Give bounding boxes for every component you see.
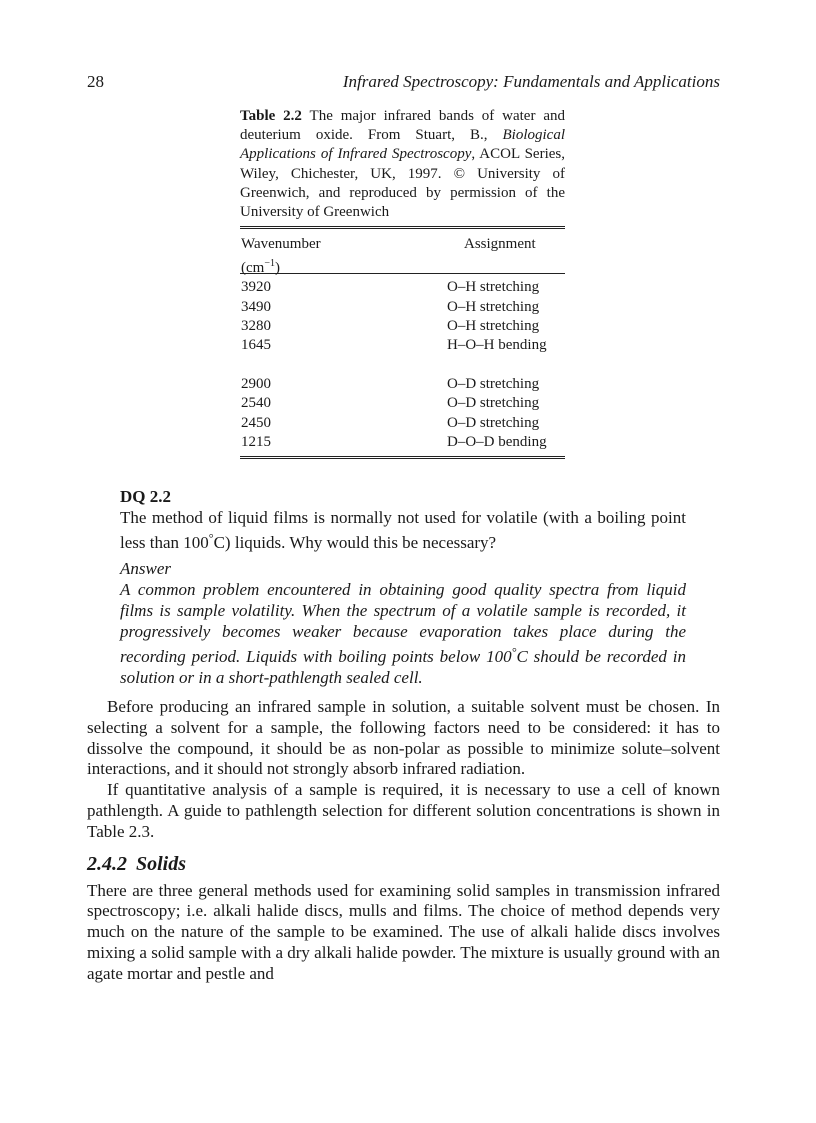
column-header-wavenumber bbox=[241, 235, 351, 278]
assignment-cell: O–D stretching bbox=[447, 414, 540, 431]
paragraph-solvent: Before producing an infrared sample in solution, a suitable solvent must be chosen. In selecting a solvent for a sample, the following factors need to be considered: it has to dissolve the compound, it should be as non-polar as possible to minimize solute–solvent interactions, and it should not strongly absorb infrared radiation. bbox=[87, 697, 720, 779]
table-top-rule bbox=[240, 226, 565, 229]
assignment-cell: O–D stretching bbox=[447, 395, 540, 412]
page-number: 28 bbox=[87, 72, 104, 91]
running-title: Infrared Spectroscopy: Fundamentals and Applications bbox=[342, 72, 720, 91]
wavenumber-cell: 2540 bbox=[241, 395, 271, 412]
assignment-cell: O–H stretching bbox=[447, 318, 540, 334]
caption-text-end: , ACOL Series, Wiley, Chichester, UK, 1997. © University of Greenwich, and reproduced by permission of the University of Greenwich bbox=[240, 146, 565, 221]
table-row bbox=[240, 317, 565, 336]
caption-text-start: The major infrared bands of water and deuterium oxide. From Stuart, B., bbox=[240, 108, 565, 144]
assignment-cell: H–O–H bending bbox=[447, 337, 547, 354]
wavenumber-cell: 3280 bbox=[241, 318, 271, 334]
table-bottom-rule bbox=[240, 456, 565, 459]
wavenumber-cell: 1645 bbox=[241, 337, 271, 354]
assignment-cell: O–D stretching bbox=[447, 375, 540, 392]
table-row bbox=[240, 394, 565, 413]
dq-title: DQ 2.2 bbox=[120, 487, 171, 506]
table-row bbox=[240, 336, 565, 355]
wavenumber-cell: 2900 bbox=[241, 375, 271, 392]
table-caption bbox=[240, 107, 565, 222]
table-body bbox=[240, 278, 565, 452]
discussion-question bbox=[120, 486, 686, 688]
caption-book-title: Biological Applications of Infrared Spectroscopy bbox=[240, 127, 565, 163]
table-row bbox=[240, 278, 565, 297]
answer-text-start: A common problem encountered in obtaining good quality spectra from liquid films is sample volatility. When the spectrum of a volatile sample is recorded, it progressively becomes weaker because evaporation takes place during the recording period. Liquids with boiling points below 100 bbox=[120, 580, 686, 666]
answer-label: Answer bbox=[120, 559, 171, 578]
section-title: Solids bbox=[136, 852, 187, 875]
table-row-group bbox=[240, 375, 565, 453]
section-number: 2.4.2 bbox=[87, 852, 127, 875]
degree-symbol: ° bbox=[208, 531, 214, 545]
paragraph-solids: There are three general methods used for examining solid samples in transmission infrared spectroscopy; i.e. alkali halide discs, mulls and films. The choice of method depends very much on the nature of the sample to be examined. The use of alkali halide discs involves mixing a solid sample with a dry alkali halide powder. The mixture is usually ground with an agate mortar and pestle and bbox=[87, 880, 720, 983]
table-2-2 bbox=[240, 107, 565, 459]
assignment-cell: O–H stretching bbox=[447, 298, 540, 315]
column-header-assignment: Assignment bbox=[464, 236, 536, 253]
answer-text-end: C should be recorded in solution or in a short-pathlength sealed cell. bbox=[120, 647, 686, 687]
unit-exponent: −1 bbox=[264, 258, 275, 270]
dq-question bbox=[120, 507, 686, 553]
section-heading bbox=[87, 852, 720, 876]
page-header bbox=[87, 72, 720, 94]
unit-close: ) bbox=[274, 260, 280, 277]
assignment-cell: D–O–D bending bbox=[447, 433, 547, 450]
table-row bbox=[240, 375, 565, 394]
wavenumber-cell: 1215 bbox=[241, 433, 271, 450]
table-label: Table 2.2 bbox=[240, 108, 302, 124]
degree-symbol: ° bbox=[511, 645, 517, 659]
table-row bbox=[240, 414, 565, 433]
wavenumber-cell: 3920 bbox=[241, 279, 271, 296]
table-header bbox=[240, 232, 565, 277]
table-row-group bbox=[240, 278, 565, 356]
column-header-wavenumber-label: Wavenumber bbox=[241, 236, 321, 253]
answer-text bbox=[120, 579, 686, 688]
dq-question-text-end: C) liquids. Why would this be necessary? bbox=[213, 533, 497, 552]
dq-question-text: The method of liquid films is normally not used for volatile (with a boiling point less than 100 bbox=[120, 508, 686, 552]
table-row bbox=[240, 433, 565, 452]
wavenumber-cell: 2450 bbox=[241, 414, 271, 431]
unit-base: (cm bbox=[241, 260, 265, 277]
assignment-cell: O–H stretching bbox=[447, 279, 540, 296]
body-text bbox=[87, 697, 720, 985]
wavenumber-cell: 3490 bbox=[241, 298, 271, 315]
table-row bbox=[240, 298, 565, 317]
paragraph-pathlength: If quantitative analysis of a sample is required, it is necessary to use a cell of known pathlength. A guide to pathlength selection for different solution concentrations is shown in Table 2.3. bbox=[87, 780, 720, 841]
